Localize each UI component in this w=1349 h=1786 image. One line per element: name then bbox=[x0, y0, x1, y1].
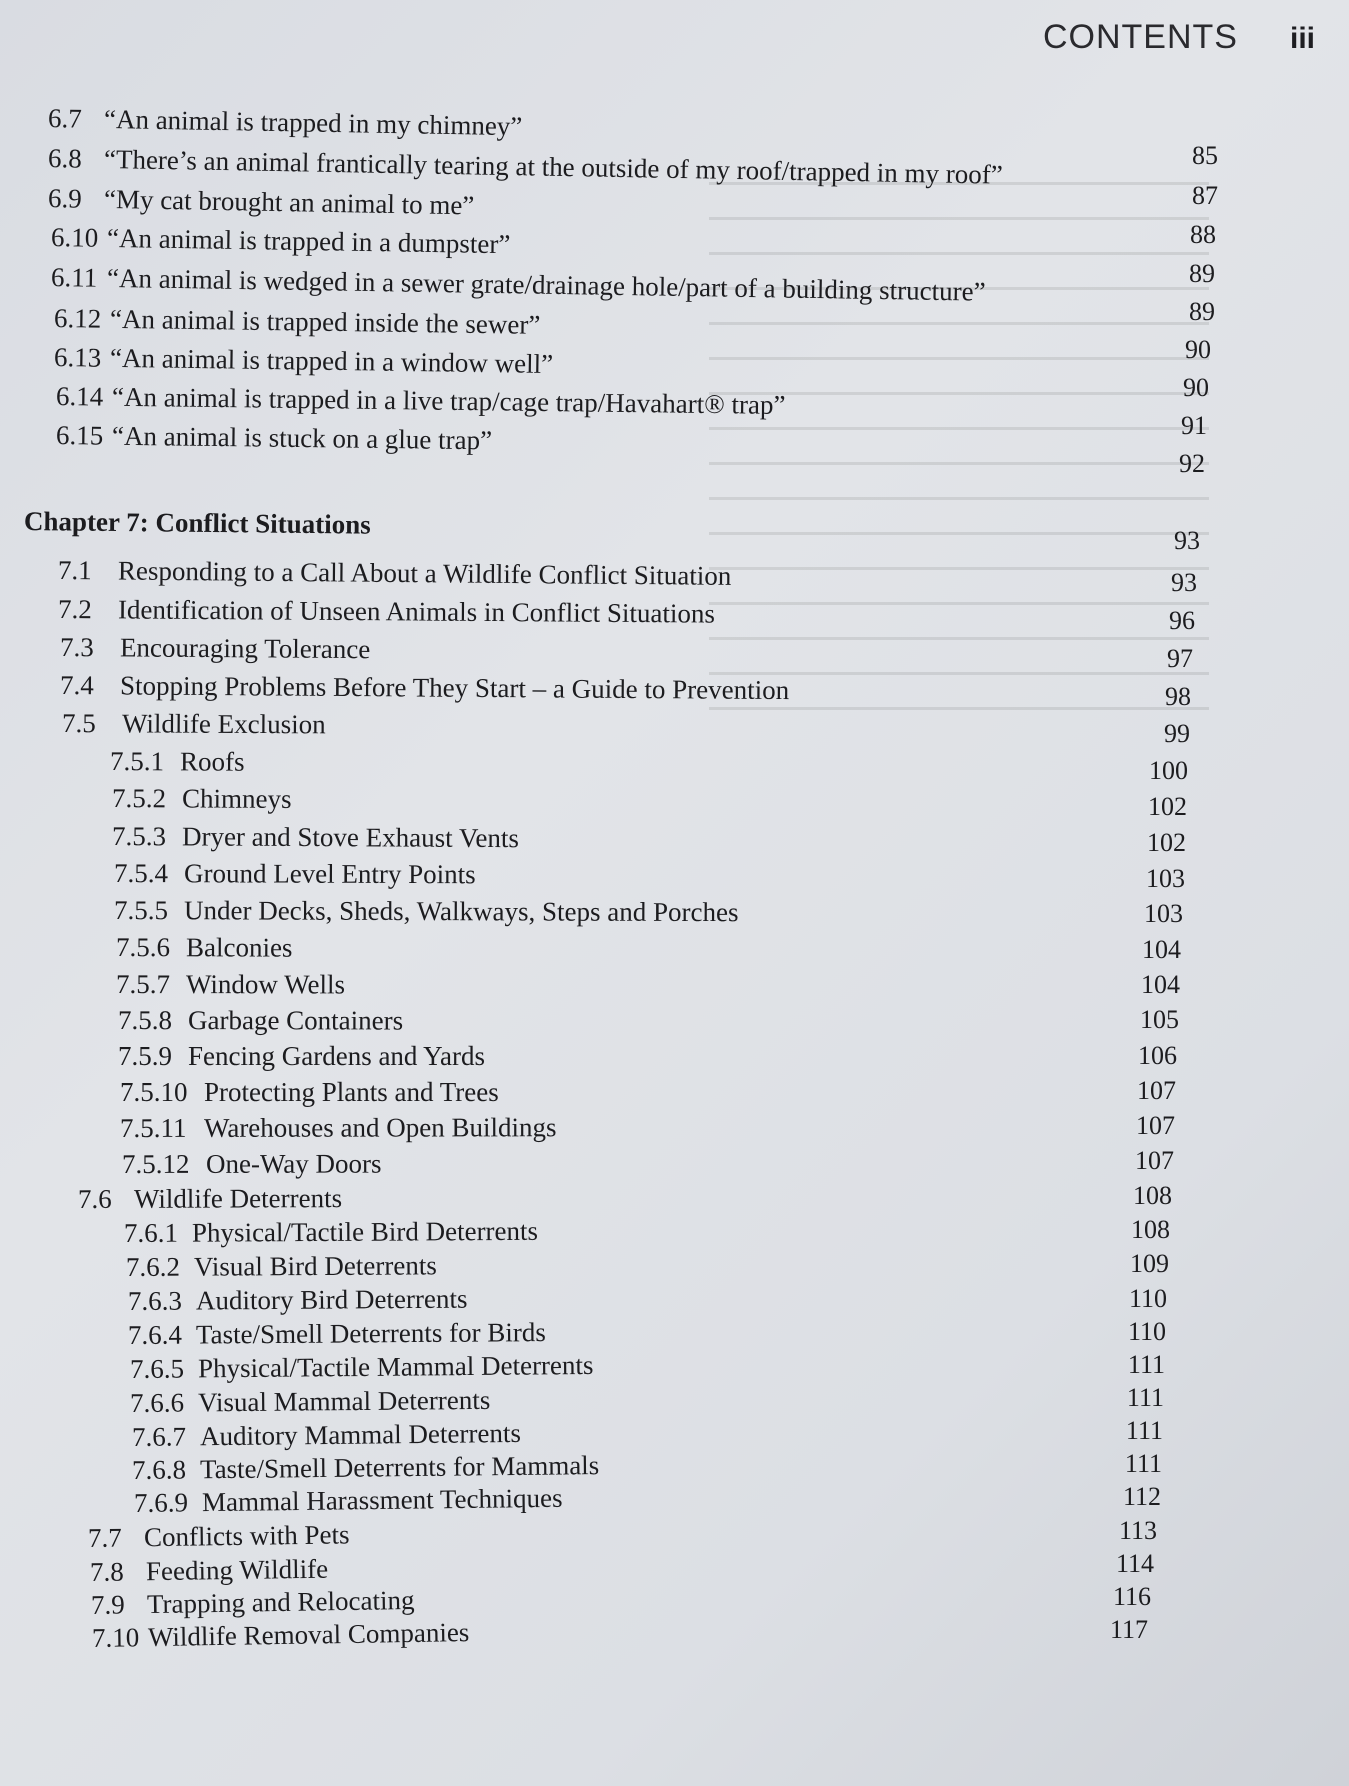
toc-entry bbox=[89, 1553, 329, 1587]
entry-page-number: 91 bbox=[1181, 411, 1207, 440]
toc-entry bbox=[133, 1482, 563, 1518]
entry-title: Taste/Smell Deterrents for Birds bbox=[195, 1317, 546, 1350]
entry-title: Responding to a Call About a Wildlife Conflict Situation bbox=[117, 555, 732, 591]
toc-entry bbox=[58, 557, 732, 590]
entry-page-number: 92 bbox=[1179, 449, 1205, 478]
toc-entry bbox=[129, 1384, 491, 1418]
entry-number: 7.4 bbox=[59, 670, 94, 701]
entry-page-number: 96 bbox=[1169, 606, 1195, 635]
entry-title: Auditory Mammal Deterrents bbox=[199, 1417, 522, 1452]
entry-number: 7.6.9 bbox=[133, 1487, 189, 1518]
entry-number: 6.7 bbox=[47, 103, 83, 134]
entry-page-number: 117 bbox=[1109, 1615, 1148, 1644]
entry-page-number: 93 bbox=[1171, 568, 1197, 597]
entry-title: Stopping Problems Before They Start – a Guide to Prevention bbox=[119, 670, 790, 706]
entry-page-number: 110 bbox=[1128, 1284, 1167, 1313]
toc-entry bbox=[129, 1349, 594, 1384]
toc-entry bbox=[88, 1521, 350, 1552]
entry-number: 7.6.2 bbox=[125, 1251, 181, 1282]
toc-entry bbox=[116, 971, 345, 998]
entry-page-number: 107 bbox=[1136, 1111, 1175, 1140]
entry-title: Under Decks, Sheds, Walkways, Steps and Porches bbox=[183, 895, 739, 928]
entry-title: Window Wells bbox=[185, 969, 346, 1000]
entry-number: 7.5.11 bbox=[119, 1112, 187, 1143]
entry-number: 7.2 bbox=[57, 594, 92, 625]
entry-title: “An animal is stuck on a glue trap” bbox=[111, 420, 493, 456]
entry-number: 7.8 bbox=[89, 1556, 124, 1587]
entry-number: 7.5.5 bbox=[113, 895, 169, 926]
entry-page-number: 109 bbox=[1130, 1249, 1169, 1278]
entry-number: 7.7 bbox=[87, 1522, 122, 1553]
entry-title: “An animal is trapped in my chimney” bbox=[103, 103, 523, 142]
toc-entry bbox=[131, 1417, 522, 1452]
entry-page-number: 105 bbox=[1140, 1005, 1179, 1034]
entry-number: 7.6.4 bbox=[127, 1319, 183, 1350]
toc-entry bbox=[48, 185, 475, 219]
toc-entry bbox=[48, 105, 523, 140]
entry-title: Encouraging Tolerance bbox=[119, 632, 371, 665]
entry-title: “An animal is wedged in a sewer grate/drainage hole/part of a building structure” bbox=[106, 262, 986, 307]
entry-page-number: 100 bbox=[1149, 756, 1188, 785]
entry-title: Protecting Plants and Trees bbox=[204, 1077, 499, 1107]
toc-entry bbox=[56, 383, 786, 419]
toc-entry bbox=[51, 264, 986, 306]
entry-page-number: 107 bbox=[1135, 1146, 1174, 1175]
entry-page-number: 89 bbox=[1189, 297, 1215, 326]
entry-number: 7.5.4 bbox=[113, 858, 169, 889]
entry-number: 6.13 bbox=[53, 342, 102, 373]
entry-page-number: 110 bbox=[1127, 1317, 1166, 1346]
entry-title: Visual Bird Deterrents bbox=[193, 1250, 437, 1282]
entry-number: 7.6.1 bbox=[123, 1217, 179, 1248]
entry-page-number: 107 bbox=[1137, 1076, 1176, 1105]
entry-title: One-Way Doors bbox=[205, 1148, 382, 1179]
entry-page-number: 99 bbox=[1164, 719, 1190, 748]
entry-number: 6.8 bbox=[47, 143, 83, 174]
entry-title: Physical/Tactile Mammal Deterrents bbox=[197, 1349, 594, 1384]
toc-entry bbox=[118, 1007, 403, 1034]
entry-number: 6.15 bbox=[55, 420, 104, 451]
entry-page-number: 90 bbox=[1185, 335, 1211, 364]
entry-number: 7.1 bbox=[57, 555, 92, 586]
entry-page-number: 108 bbox=[1133, 1181, 1172, 1210]
toc-entry bbox=[56, 422, 492, 454]
entry-title: Identification of Unseen Animals in Conflict Situations bbox=[117, 594, 716, 629]
entry-number: 7.5.1 bbox=[109, 746, 165, 777]
page-number: iii bbox=[1289, 22, 1315, 55]
toc-entry bbox=[132, 1452, 600, 1484]
entry-page-number: 116 bbox=[1112, 1582, 1151, 1611]
chapter-page-number: 93 bbox=[1174, 526, 1200, 555]
entry-title: Auditory Bird Deterrents bbox=[195, 1283, 468, 1316]
entry-number: 7.5 bbox=[61, 708, 96, 739]
toc-entry bbox=[90, 1584, 415, 1620]
entry-title: Visual Mammal Deterrents bbox=[197, 1384, 491, 1418]
entry-number: 6.14 bbox=[55, 381, 104, 412]
entry-title: “An animal is trapped in a dumpster” bbox=[106, 222, 511, 260]
entry-page-number: 106 bbox=[1138, 1041, 1177, 1070]
entry-title: Wildlife Deterrents bbox=[133, 1183, 343, 1214]
entry-number: 7.6.3 bbox=[127, 1285, 183, 1316]
entry-number: 6.11 bbox=[50, 262, 98, 293]
toc-entry bbox=[120, 1079, 499, 1106]
entry-number: 7.9 bbox=[90, 1589, 125, 1620]
entry-page-number: 112 bbox=[1122, 1482, 1161, 1511]
entry-page-number: 89 bbox=[1189, 259, 1215, 288]
toc-entry bbox=[114, 860, 476, 888]
entry-number: 7.5.7 bbox=[115, 969, 171, 1000]
entry-page-number: 87 bbox=[1192, 181, 1218, 210]
entry-title: Warehouses and Open Buildings bbox=[203, 1112, 557, 1143]
entry-title: “My cat brought an animal to me” bbox=[103, 183, 475, 221]
toc-entry bbox=[126, 1252, 437, 1281]
entry-title: Chimneys bbox=[181, 783, 292, 814]
toc-entry bbox=[62, 710, 326, 738]
toc-entry bbox=[51, 224, 511, 258]
entry-number: 7.5.3 bbox=[111, 821, 167, 852]
running-title: CONTENTS bbox=[1042, 18, 1238, 56]
entry-page-number: 114 bbox=[1115, 1549, 1154, 1578]
entry-number: 7.5.10 bbox=[120, 1077, 188, 1107]
entry-page-number: 113 bbox=[1118, 1516, 1157, 1545]
entry-number: 6.10 bbox=[50, 222, 99, 253]
toc-entry bbox=[121, 1148, 382, 1179]
toc-entry bbox=[118, 1043, 485, 1070]
chapter-heading: Chapter 7: Conflict Situations bbox=[23, 506, 371, 540]
entry-number: 7.5.6 bbox=[115, 932, 171, 963]
entry-title: Trapping and Relocating bbox=[146, 1584, 415, 1620]
page-header bbox=[1043, 18, 1315, 57]
entry-page-number: 103 bbox=[1146, 864, 1185, 893]
entry-page-number: 102 bbox=[1148, 792, 1187, 821]
toc-entry bbox=[120, 1114, 557, 1142]
toc-entry bbox=[110, 748, 245, 776]
entry-page-number: 85 bbox=[1192, 141, 1218, 170]
toc-entry bbox=[128, 1319, 546, 1349]
entry-title: Physical/Tactile Bird Deterrents bbox=[191, 1215, 539, 1248]
toc-entry bbox=[54, 305, 541, 339]
entry-number: 7.6.8 bbox=[131, 1454, 187, 1485]
entry-title: “An animal is trapped inside the sewer” bbox=[109, 303, 541, 340]
entry-page-number: 111 bbox=[1127, 1350, 1165, 1379]
toc-entry bbox=[112, 823, 519, 852]
entry-page-number: 90 bbox=[1183, 373, 1209, 402]
entry-page-number: 108 bbox=[1131, 1215, 1170, 1244]
entry-title: “There’s an animal frantically tearing at the outside of my roof/trapped in my roof” bbox=[103, 143, 1004, 190]
toc-entry bbox=[116, 934, 293, 962]
entry-title: Garbage Containers bbox=[187, 1005, 404, 1036]
entry-page-number: 98 bbox=[1165, 682, 1191, 711]
entry-title: Balconies bbox=[185, 932, 293, 963]
toc-entry bbox=[92, 1619, 470, 1652]
entry-title: Dryer and Stove Exhaust Vents bbox=[181, 821, 520, 854]
entry-number: 7.6.5 bbox=[129, 1353, 185, 1384]
toc-entry bbox=[58, 596, 715, 628]
entry-number: 7.3 bbox=[59, 632, 94, 663]
entry-title: Wildlife Exclusion bbox=[121, 708, 326, 740]
entry-number: 7.5.12 bbox=[121, 1148, 190, 1179]
toc-entry bbox=[112, 785, 292, 813]
entry-page-number: 88 bbox=[1190, 220, 1216, 249]
entry-number: 6.9 bbox=[47, 183, 83, 214]
entry-page-number: 104 bbox=[1141, 970, 1180, 999]
entry-number: 7.5.9 bbox=[118, 1041, 172, 1071]
entry-title: Conflicts with Pets bbox=[143, 1519, 350, 1553]
entry-number: 6.12 bbox=[53, 303, 102, 334]
toc-entry bbox=[127, 1283, 468, 1316]
entry-title: Feeding Wildlife bbox=[145, 1553, 329, 1587]
entry-title: Mammal Harassment Techniques bbox=[201, 1482, 563, 1518]
entry-title: Roofs bbox=[179, 746, 245, 777]
entry-page-number: 111 bbox=[1124, 1449, 1162, 1478]
entry-page-number: 97 bbox=[1167, 644, 1193, 673]
entry-page-number: 111 bbox=[1126, 1383, 1164, 1412]
entry-number: 7.5.8 bbox=[117, 1005, 173, 1036]
entry-title: “An animal is trapped in a window well” bbox=[109, 342, 554, 379]
entry-title: Fencing Gardens and Yards bbox=[188, 1041, 485, 1071]
toc-entry bbox=[48, 145, 1003, 189]
entry-page-number: 111 bbox=[1125, 1416, 1163, 1445]
entry-number: 7.6 bbox=[77, 1183, 112, 1214]
entry-title: Ground Level Entry Points bbox=[183, 858, 476, 890]
entry-number: 7.10 bbox=[91, 1622, 140, 1653]
toc-entry bbox=[60, 634, 370, 663]
entry-page-number: 104 bbox=[1142, 935, 1181, 964]
toc-entry bbox=[123, 1215, 539, 1248]
entry-page-number: 102 bbox=[1147, 828, 1186, 857]
entry-page-number: 103 bbox=[1144, 899, 1183, 928]
entry-number: 7.6.7 bbox=[131, 1421, 187, 1452]
entry-title: “An animal is trapped in a live trap/cage trap/Havahart® trap” bbox=[111, 381, 786, 420]
entry-number: 7.5.2 bbox=[111, 783, 167, 814]
toc-entry bbox=[60, 672, 789, 704]
toc-entry bbox=[114, 897, 739, 926]
entry-number: 7.6.6 bbox=[129, 1387, 185, 1418]
toc-entry bbox=[78, 1185, 342, 1213]
entry-title: Wildlife Removal Companies bbox=[147, 1617, 470, 1653]
toc-entry bbox=[54, 344, 553, 378]
entry-title: Taste/Smell Deterrents for Mammals bbox=[199, 1450, 600, 1485]
